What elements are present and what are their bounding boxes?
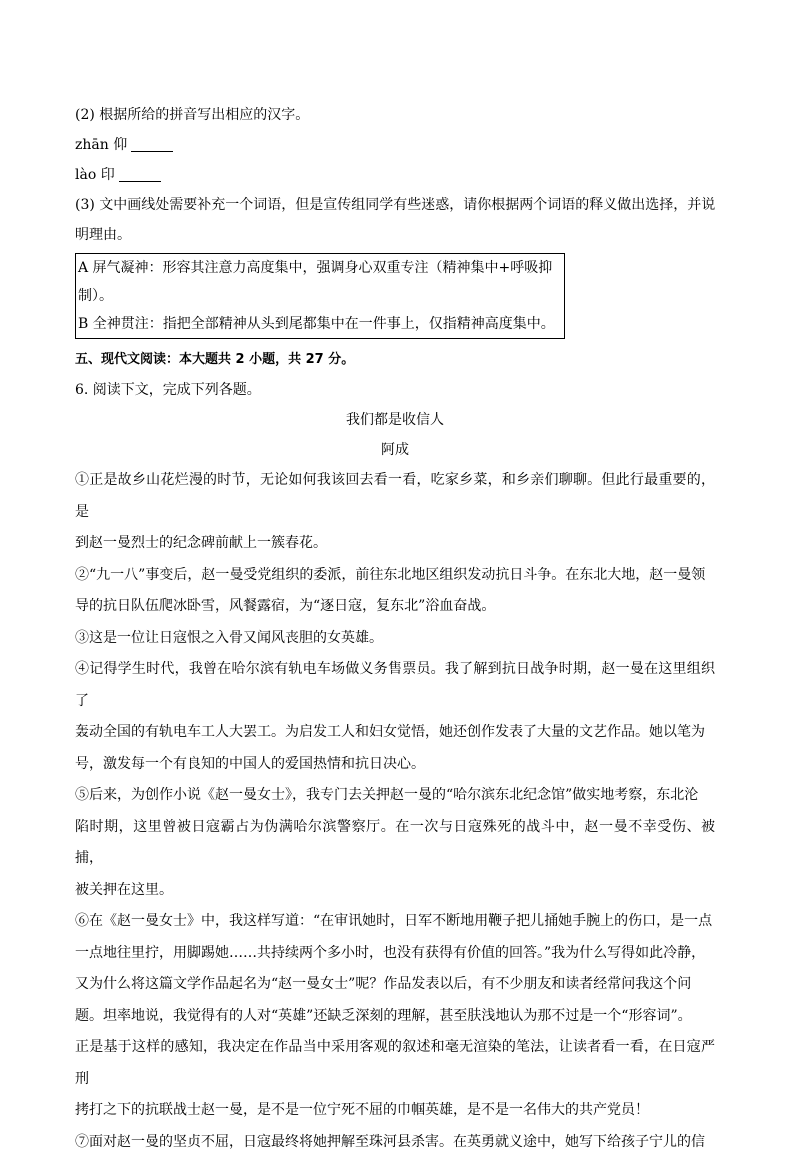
document-page [75,100,715,1158]
q2-prompt: (2) 根据所给的拼音写出相应的汉字。 [75,100,715,130]
answer-blank-1[interactable] [131,135,173,152]
paragraph-6-line6: 拷打之下的抗联战士赵一曼，是不是一位宁死不屈的巾帼英雄，是不是一名伟大的共产党员！ [75,1095,715,1127]
paragraph-1-line2: 到赵一曼烈士的纪念碑前献上一簇春花。 [75,528,715,560]
paragraph-3: ③这是一位让日寇恨之入骨又闻风丧胆的女英雄。 [75,623,715,655]
option-a-line1: A 屏气凝神：形容其注意力高度集中，强调身心双重专注（精神集中+呼吸抑 [78,254,562,282]
paragraph-4-line3: 号，激发每一个有良知的中国人的爱国热情和抗日决心。 [75,749,715,781]
paragraph-5-line2: 陷时期，这里曾被日寇霸占为伪满哈尔滨警察厅。在一次与日寇殊死的战斗中，赵一曼不幸受伤、被捕， [75,812,715,875]
q2-item1-pinyin: zhān [75,137,109,153]
q2-item2-pinyin: lào [75,167,96,183]
option-a-line2: 制）。 [78,282,562,310]
section-header: 五、现代文阅读：本大题共 2 小题，共 27 分。 [75,345,715,375]
q2-item2-char: 印 [101,167,115,183]
q3-prompt-line2: 明理由。 [75,220,715,250]
answer-blank-2[interactable] [119,165,161,182]
q2-item1-char: 仰 [113,137,127,153]
paragraph-1-line1: ①正是故乡山花烂漫的时节，无论如何我该回去看一看，吃家乡菜，和乡亲们聊聊。但此行最重要的，是 [75,465,715,528]
q2-item-1 [75,130,715,160]
option-b: B 全神贯注：指把全部精神从头到尾都集中在一件事上，仅指精神高度集中。 [78,310,562,338]
definition-box [75,253,565,339]
article-author: 阿成 [75,435,715,465]
paragraph-2-line1: ②“九一八”事变后，赵一曼受党组织的委派，前往东北地区组织发动抗日斗争。在东北大地，赵一曼领 [75,560,715,592]
paragraph-6-line2: 一点地往里拧，用脚踢她……共持续两个多小时，也没有获得有价值的回答。”我为什么写得如此冷静， [75,938,715,970]
paragraph-7-line1: ⑦面对赵一曼的坚贞不屈，日寇最终将她押解至珠河县杀害。在英勇就义途中，她写下给孩子宁儿的信 [75,1127,715,1158]
paragraph-4-line2: 轰动全国的有轨电车工人大罢工。为启发工人和妇女觉悟，她还创作发表了大量的文艺作品。她以笔为 [75,717,715,749]
paragraph-4-line1: ④记得学生时代，我曾在哈尔滨有轨电车场做义务售票员。我了解到抗日战争时期，赵一曼在这里组织了 [75,654,715,717]
paragraph-6-line4: 题。坦率地说，我觉得有的人对“英雄”还缺乏深刻的理解，甚至肤浅地认为那不过是一个“形容词”。 [75,1001,715,1033]
paragraph-6-line1: ⑥在《赵一曼女士》中，我这样写道：“在审讯她时，日军不断地用鞭子把儿捅她手腕上的伤口，是一点 [75,906,715,938]
paragraph-5-line3: 被关押在这里。 [75,875,715,907]
paragraph-2-line2: 导的抗日队伍爬冰卧雪，风餐露宿，为“逐日寇，复东北”浴血奋战。 [75,591,715,623]
article-title: 我们都是收信人 [75,405,715,435]
paragraph-5-line1: ⑤后来，为创作小说《赵一曼女士》，我专门去关押赵一曼的“哈尔滨东北纪念馆”做实地考察，东北沦 [75,780,715,812]
q2-item-2 [75,160,715,190]
paragraph-6-line5: 正是基于这样的感知，我决定在作品当中采用客观的叙述和毫无渲染的笔法，让读者看一看，在日寇严刑 [75,1032,715,1095]
q6-prompt: 6. 阅读下文，完成下列各题。 [75,375,715,405]
q3-prompt-line1: (3) 文中画线处需要补充一个词语，但是宣传组同学有些迷惑，请你根据两个词语的释义做出选择，并说 [75,190,715,220]
paragraph-6-line3: 又为什么将这篇文学作品起名为“赵一曼女士”呢？作品发表以后，有不少朋友和读者经常问我这个问 [75,969,715,1001]
